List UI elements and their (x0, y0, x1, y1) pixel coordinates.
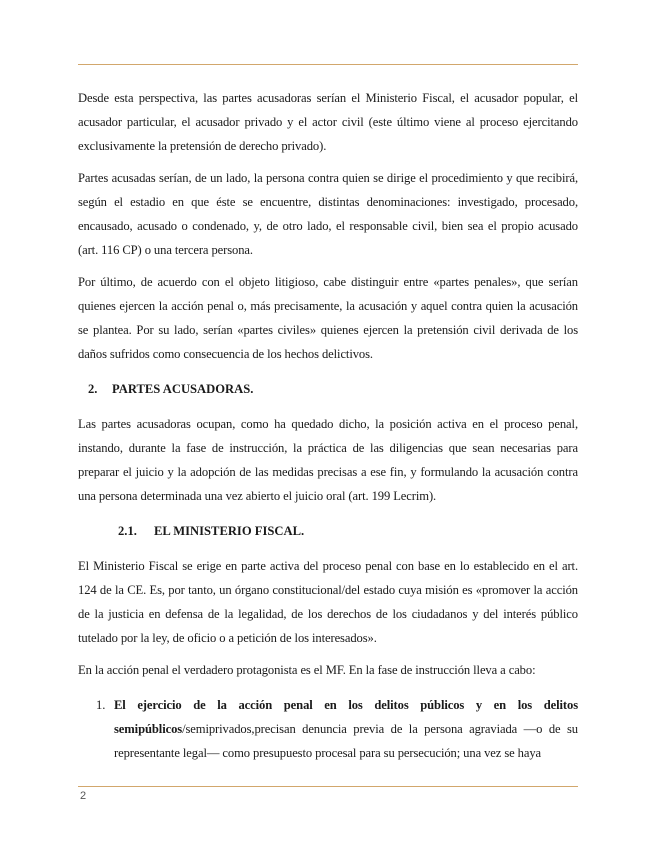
paragraph-objeto-litigioso: Por último, de acuerdo con el objeto litigioso, cabe distinguir entre «partes penales», que serían quienes ejercen la acción penal o, más precisamente, la acusación y aquel contra quien la acusación se plantea. Por su lado, serían «partes civiles» quienes ejercen la pretensión civil derivada de los daños sufridos como consecuencia de los hechos delictivos. (78, 275, 578, 361)
header-rule (78, 64, 578, 65)
section-number: 2. (88, 382, 98, 396)
section-title: PARTES ACUSADORAS. (112, 382, 254, 396)
page-number: 2 (80, 790, 87, 802)
list-item-bold-text: El ejercicio de la acción penal en los delitos públicos y en los delitos semipúblicos (114, 698, 578, 736)
footer-rule (78, 786, 578, 787)
section-heading-partes-acusadoras (78, 377, 578, 401)
list-item (78, 693, 578, 765)
paragraph-partes-acusadoras-perspectiva: Desde esta perspectiva, las partes acusadoras serían el Ministerio Fiscal, el acusador popular, el acusador particular, el acusador privado y el actor civil (este último viene al proceso ejercitando exclusivamente la pretensión de derecho privado). (78, 91, 578, 153)
page-body (78, 86, 578, 765)
subsection-title: EL MINISTERIO FISCAL. (154, 524, 305, 538)
paragraph-ministerio-fiscal: El Ministerio Fiscal se erige en parte activa del proceso penal con base en lo establecido en el art. 124 de la CE. Es, por tanto, un órgano constitucional/del estado cuya misión es «promover la acción de la justicia en defensa de la legalidad, de los derechos de los ciudadanos y del interés público tutelado por la ley, de oficio o a petición de los interesados». (78, 559, 578, 645)
subsection-number: 2.1. (118, 524, 137, 538)
paragraph-accion-penal: En la acción penal el verdadero protagonista es el MF. En la fase de instrucción lleva a cabo: (78, 663, 536, 677)
list-item-number: 1. (96, 698, 106, 712)
list-item-text (114, 693, 578, 765)
list-item-rest-text: /semiprivados,precisan denuncia previa de la persona agraviada —o de su representante legal— como presupuesto procesal para su persecución; una vez se haya (114, 722, 578, 760)
subsection-heading-ministerio-fiscal (78, 519, 578, 543)
paragraph-partes-acusadoras-posicion: Las partes acusadoras ocupan, como ha quedado dicho, la posición activa en el proceso penal, instando, durante la fase de instrucción, la práctica de las diligencias que sean necesarias para preparar el juicio y la adopción de las medidas precisas a ese fin, y formulando la acusación contra una persona determinada una vez abierto el juicio oral (art. 199 Lecrim). (78, 417, 578, 503)
paragraph-partes-acusadas: Partes acusadas serían, de un lado, la persona contra quien se dirige el procedimiento y que recibirá, según el estadio en que éste se encuentre, distintas denominaciones: investigado, procesado, encausado, acusado o condenado, y, de otro lado, el responsable civil, bien sea el propio acusado (art. 116 CP) o una tercera persona. (78, 171, 578, 257)
